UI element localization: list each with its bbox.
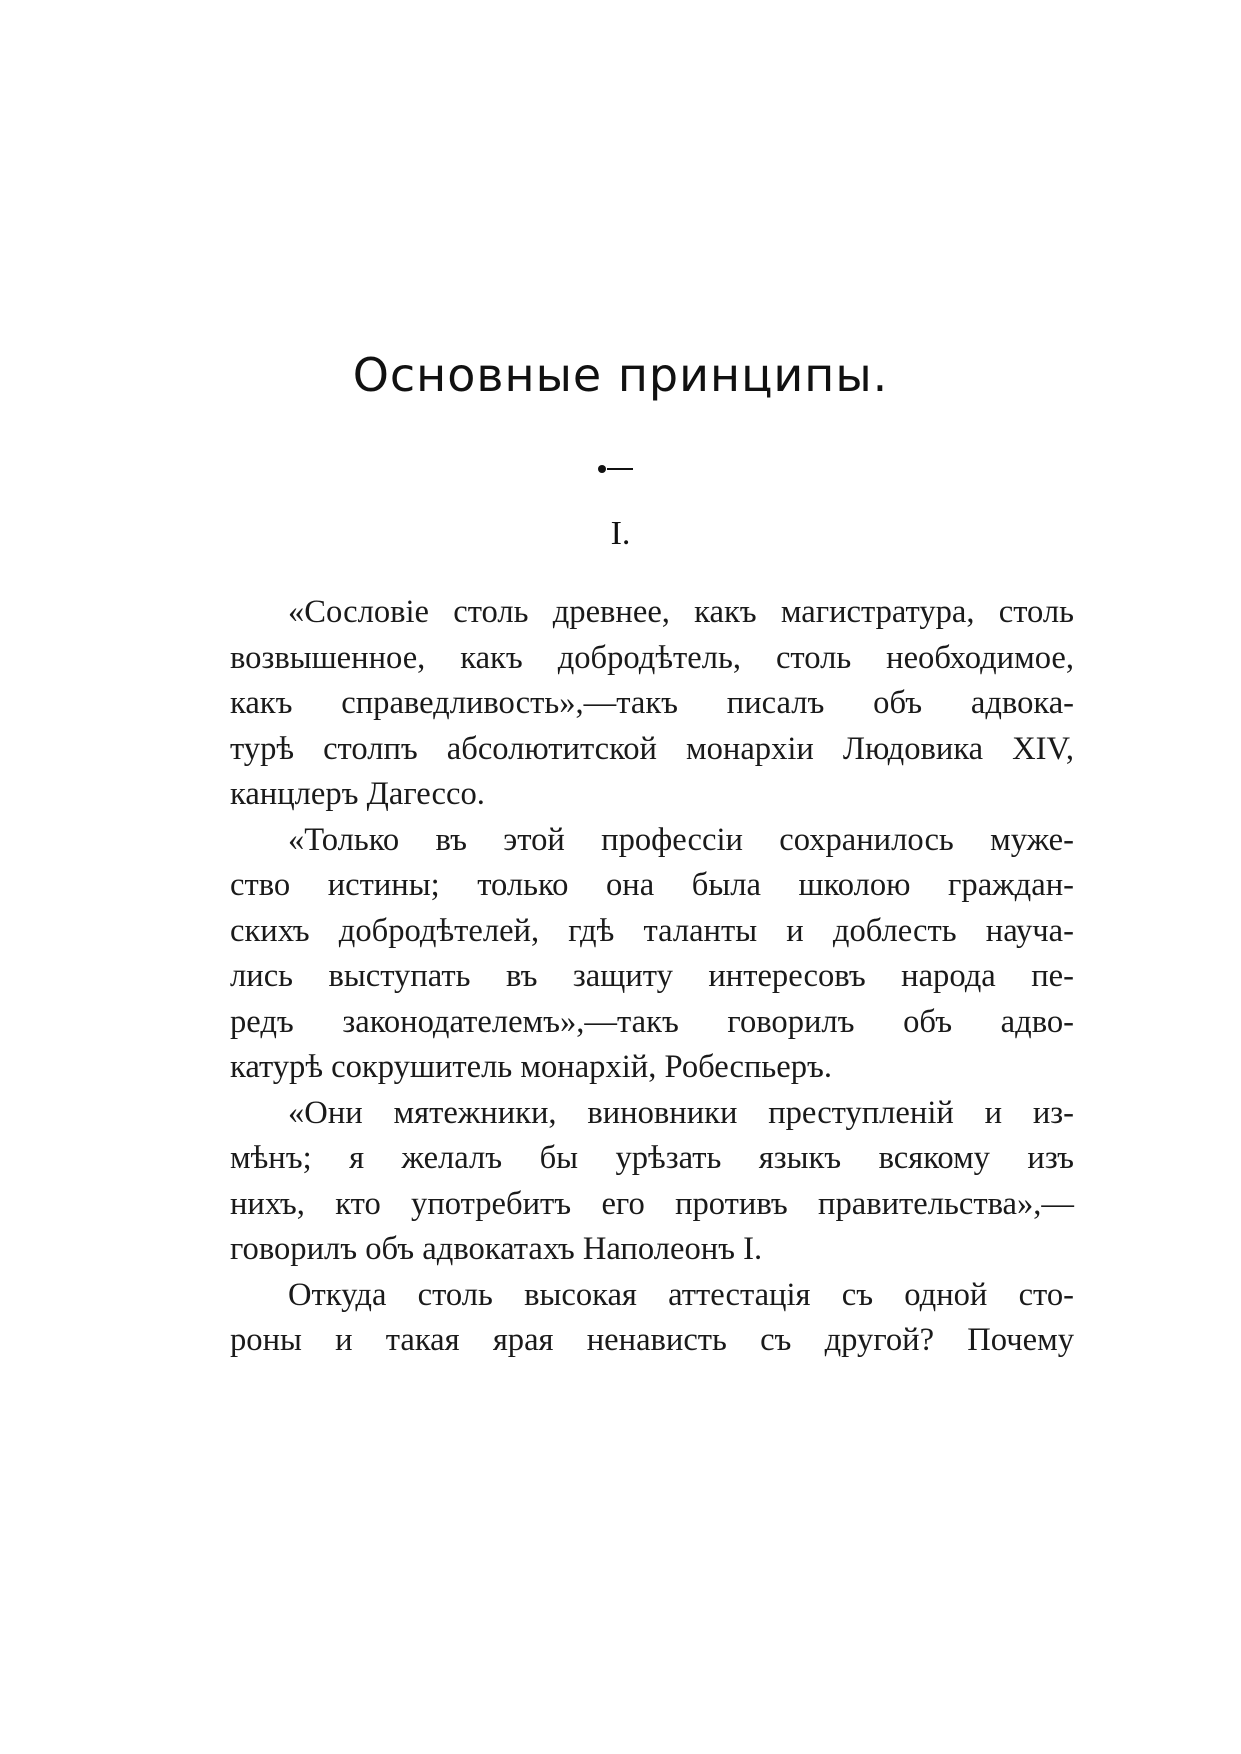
text-line: канцлеръ Дагессо. [230, 776, 485, 812]
paragraph [172, 590, 1074, 818]
text-line: говорилъ объ адвокатахъ Наполеонъ I. [230, 1231, 763, 1267]
paragraph [172, 1091, 1074, 1273]
text-line: катурѣ сокрушитель монархій, Робеспьеръ. [230, 1049, 833, 1085]
text-line: нихъ, кто употребитъ его противъ правительства»,— [230, 1185, 1074, 1222]
paragraph [172, 1273, 1074, 1364]
section-number: I. [610, 515, 631, 552]
text-line: какъ справедливость»,—такъ писалъ объ адвока- [230, 685, 1074, 721]
body-text [172, 590, 1074, 1364]
ornament-divider [597, 462, 663, 474]
paragraph [172, 818, 1074, 1091]
text-line: возвышенное, какъ добродѣтель, столь необходимое, [230, 639, 1074, 676]
text-line: лись выступать въ защиту интересовъ народа пе- [230, 958, 1074, 994]
text-line: Откуда столь высокая аттестація съ одной сто- [288, 1276, 1074, 1313]
chapter-title: Основные принципы. [352, 348, 889, 402]
text-line: роны и такая ярая ненависть съ другой? Почему [230, 1322, 1074, 1358]
text-line: мѣнъ; я желалъ бы урѣзать языкъ всякому изъ [230, 1140, 1074, 1176]
text-line: редъ законодателемъ»,—такъ говорилъ объ адво- [230, 1003, 1074, 1040]
text-line: «Они мятежники, виновники преступленій и из- [288, 1094, 1074, 1131]
text-line: турѣ столпъ абсолютитской монархіи Людовика XIV, [230, 730, 1074, 767]
text-line: ство истины; только она была школою граждан- [230, 867, 1074, 903]
text-line: «Сословіе столь древнее, какъ магистратура, столь [288, 594, 1074, 630]
text-line: скихъ добродѣтелей, гдѣ таланты и доблесть науча- [230, 912, 1074, 949]
text-line: «Только въ этой профессіи сохранилось муже- [288, 821, 1074, 858]
